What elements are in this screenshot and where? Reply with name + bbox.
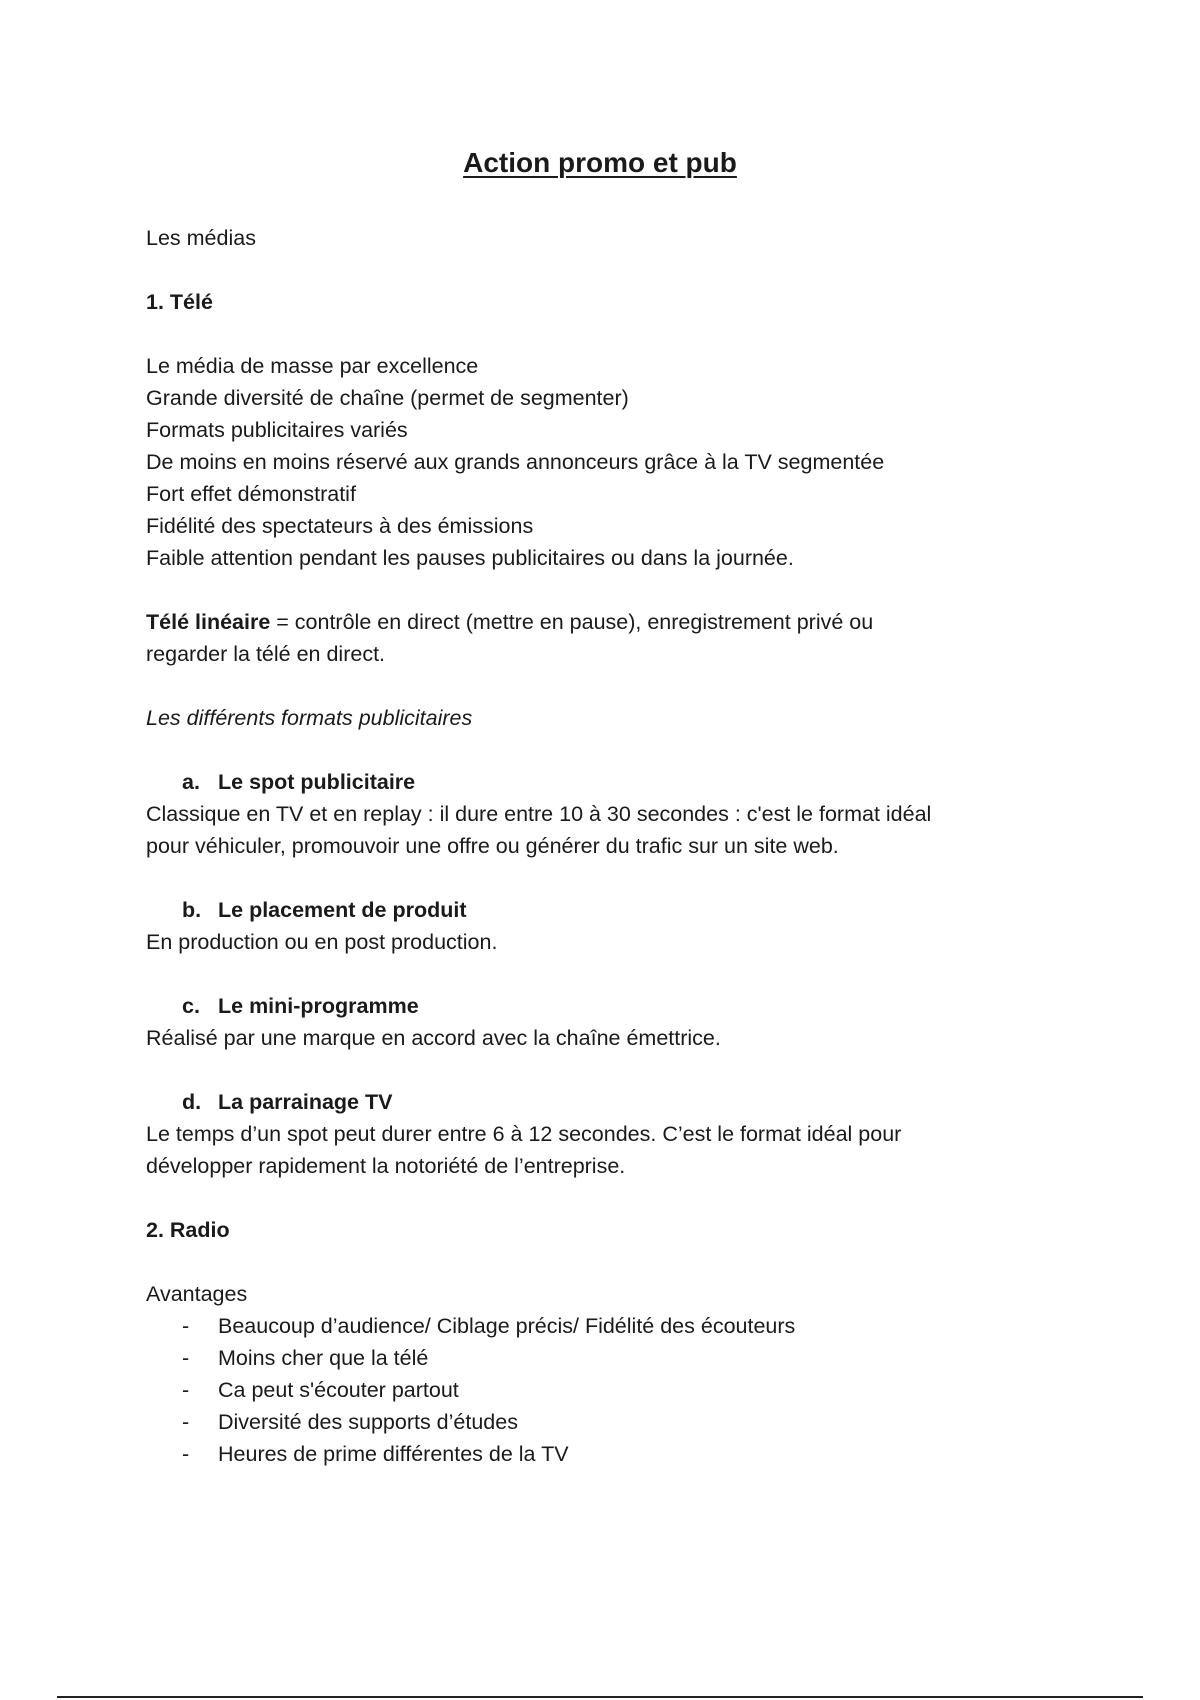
tele-point: Grande diversité de chaîne (permet de segmenter) xyxy=(146,386,629,410)
format-heading-a xyxy=(146,766,1046,798)
formats-heading: Les différents formats publicitaires xyxy=(146,706,473,730)
tele-point: Fidélité des spectateurs à des émissions xyxy=(146,514,534,538)
dash-bullet: - xyxy=(182,1378,190,1402)
format-letter: b. xyxy=(182,898,202,922)
advantage-text: Beaucoup d’audience/ Ciblage précis/ Fidélité des écouteurs xyxy=(218,1314,796,1338)
format-description: pour véhiculer, promouvoir une offre ou générer du trafic sur un site web. xyxy=(146,834,839,858)
tele-point: Le média de masse par excellence xyxy=(146,354,479,378)
format-name: Le spot publicitaire xyxy=(218,770,416,794)
tele-lineaire-def-part1: = contrôle en direct (mettre en pause), enregistrement privé ou xyxy=(270,610,874,634)
dash-bullet: - xyxy=(182,1314,190,1338)
format-name: La parrainage TV xyxy=(218,1090,393,1114)
advantage-text: Diversité des supports d’études xyxy=(218,1410,518,1434)
format-description: développer rapidement la notoriété de l’entreprise. xyxy=(146,1154,626,1178)
list-item xyxy=(146,1406,1046,1438)
tele-point: Faible attention pendant les pauses publicitaires ou dans la journée. xyxy=(146,546,794,570)
format-letter: c. xyxy=(182,994,200,1018)
section-heading-tele: 1. Télé xyxy=(146,290,213,314)
format-description: Le temps d’un spot peut durer entre 6 à 12 secondes. C’est le format idéal pour xyxy=(146,1122,902,1146)
dash-bullet: - xyxy=(182,1346,190,1370)
tele-lineaire-def-part2: regarder la télé en direct. xyxy=(146,642,386,666)
intro-text: Les médias xyxy=(146,226,256,250)
advantage-text: Heures de prime différentes de la TV xyxy=(218,1442,569,1466)
format-name: Le placement de produit xyxy=(218,898,467,922)
format-description: En production ou en post production. xyxy=(146,930,498,954)
section-heading-radio: 2. Radio xyxy=(146,1218,230,1242)
tele-point: Formats publicitaires variés xyxy=(146,418,408,442)
format-letter: d. xyxy=(182,1090,202,1114)
list-item xyxy=(146,1342,1046,1374)
format-heading-d xyxy=(146,1086,1046,1118)
advantage-text: Ca peut s'écouter partout xyxy=(218,1378,459,1402)
format-description: Classique en TV et en replay : il dure entre 10 à 30 secondes : c'est le format idéal xyxy=(146,802,932,826)
list-item xyxy=(146,1374,1046,1406)
format-description: Réalisé par une marque en accord avec la chaîne émettrice. xyxy=(146,1026,721,1050)
document-body xyxy=(146,222,1046,1470)
tele-points xyxy=(146,350,1046,574)
list-item xyxy=(146,1438,1046,1470)
format-name: Le mini-programme xyxy=(218,994,419,1018)
tele-lineaire-term: Télé linéaire xyxy=(146,610,271,634)
dash-bullet: - xyxy=(182,1442,190,1466)
format-heading-c xyxy=(146,990,1046,1022)
advantage-text: Moins cher que la télé xyxy=(218,1346,429,1370)
advantages-list xyxy=(146,1310,1046,1470)
format-letter: a. xyxy=(182,770,200,794)
tele-lineaire-definition xyxy=(146,606,1046,638)
document-title: Action promo et pub xyxy=(463,147,737,178)
tele-point: De moins en moins réservé aux grands annonceurs grâce à la TV segmentée xyxy=(146,450,885,474)
format-heading-b xyxy=(146,894,1046,926)
list-item xyxy=(146,1310,1046,1342)
tele-point: Fort effet démonstratif xyxy=(146,482,356,506)
page-bottom-divider xyxy=(57,1696,1143,1698)
advantages-label: Avantages xyxy=(146,1282,248,1306)
dash-bullet: - xyxy=(182,1410,190,1434)
